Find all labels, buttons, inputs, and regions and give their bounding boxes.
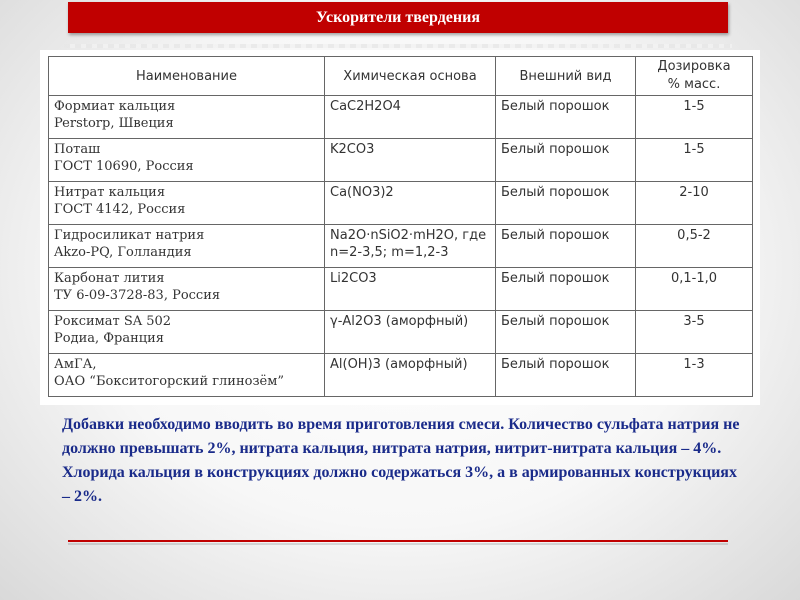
cell-appearance: Белый порошок [496,311,636,354]
cell-dose: 0,5-2 [636,225,753,268]
header-dose-line1: Дозировка [657,59,731,74]
table-row [49,139,753,182]
cell-dose: 2-10 [636,182,753,225]
name-line1: Гидросиликат натрия [54,228,205,243]
name-line1: Роксимат SA 502 [54,314,172,329]
table-row [49,182,753,225]
cell-dose: 1-5 [636,96,753,139]
note-paragraph-2: Хлорида кальция в конструкциях должно содержаться 3%, а в армированных конструкциях – 2%. [62,464,737,505]
name-line1: Формиат кальция [54,99,176,114]
cell-name [49,354,325,397]
decorative-divider [64,44,732,48]
table-image [40,50,760,405]
table-row [49,354,753,397]
header-chem: Химическая основа [325,57,496,96]
name-line2: ГОСТ 4142, Россия [54,202,186,217]
cell-appearance: Белый порошок [496,139,636,182]
table-row [49,225,753,268]
cell-name [49,225,325,268]
notes-block [62,413,742,509]
header-dose [636,57,753,96]
header-appearance: Внешний вид [496,57,636,96]
slide-title-bar [68,2,728,33]
slide-title: Ускорители твердения [316,8,480,26]
cell-chem: Ca(NO3)2 [325,182,496,225]
cell-appearance: Белый порошок [496,96,636,139]
cell-chem: Na2O·nSiO2·mH2O, где n=2-3,5; m=1,2-3 [325,225,496,268]
cell-chem: Li2CO3 [325,268,496,311]
cell-appearance: Белый порошок [496,268,636,311]
cell-chem: K2CO3 [325,139,496,182]
name-line1: Поташ [54,142,101,157]
table-header-row [49,57,753,96]
cell-dose: 3-5 [636,311,753,354]
red-divider-line [68,540,728,542]
table-row [49,96,753,139]
name-line1: Карбонат лития [54,271,165,286]
cell-name [49,268,325,311]
table-row [49,311,753,354]
cell-appearance: Белый порошок [496,354,636,397]
header-dose-line2: % масс. [667,77,721,92]
cell-name [49,139,325,182]
header-name: Наименование [49,57,325,96]
cell-name [49,311,325,354]
name-line1: Нитрат кальция [54,185,166,200]
cell-dose: 0,1-1,0 [636,268,753,311]
cell-dose: 1-3 [636,354,753,397]
cell-dose: 1-5 [636,139,753,182]
divider-shadow [68,543,728,545]
name-line1: АмГА, [54,357,97,372]
cell-chem: γ-Al2O3 (аморфный) [325,311,496,354]
table-row [49,268,753,311]
cell-chem: Al(OH)3 (аморфный) [325,354,496,397]
name-line2: ТУ 6-09-3728-83, Россия [54,288,221,303]
name-line2: Perstorp, Швеция [54,116,174,131]
accelerators-table [48,56,753,397]
name-line2: Akzo-PQ, Голландия [54,245,192,260]
name-line2: ГОСТ 10690, Россия [54,159,194,174]
name-line2: Родиа, Франция [54,331,165,346]
note-paragraph-1: Добавки необходимо вводить во время приготовления смеси. Количество сульфата натрия не должно превышать 2%, нитрата кальция, нитрата натрия, нитрит-нитрата кальция – 4%. [62,416,740,457]
cell-appearance: Белый порошок [496,225,636,268]
cell-appearance: Белый порошок [496,182,636,225]
cell-name [49,96,325,139]
cell-name [49,182,325,225]
name-line2: ОАО “Бокситогорский глинозём” [54,374,285,389]
cell-chem: CaC2H2O4 [325,96,496,139]
